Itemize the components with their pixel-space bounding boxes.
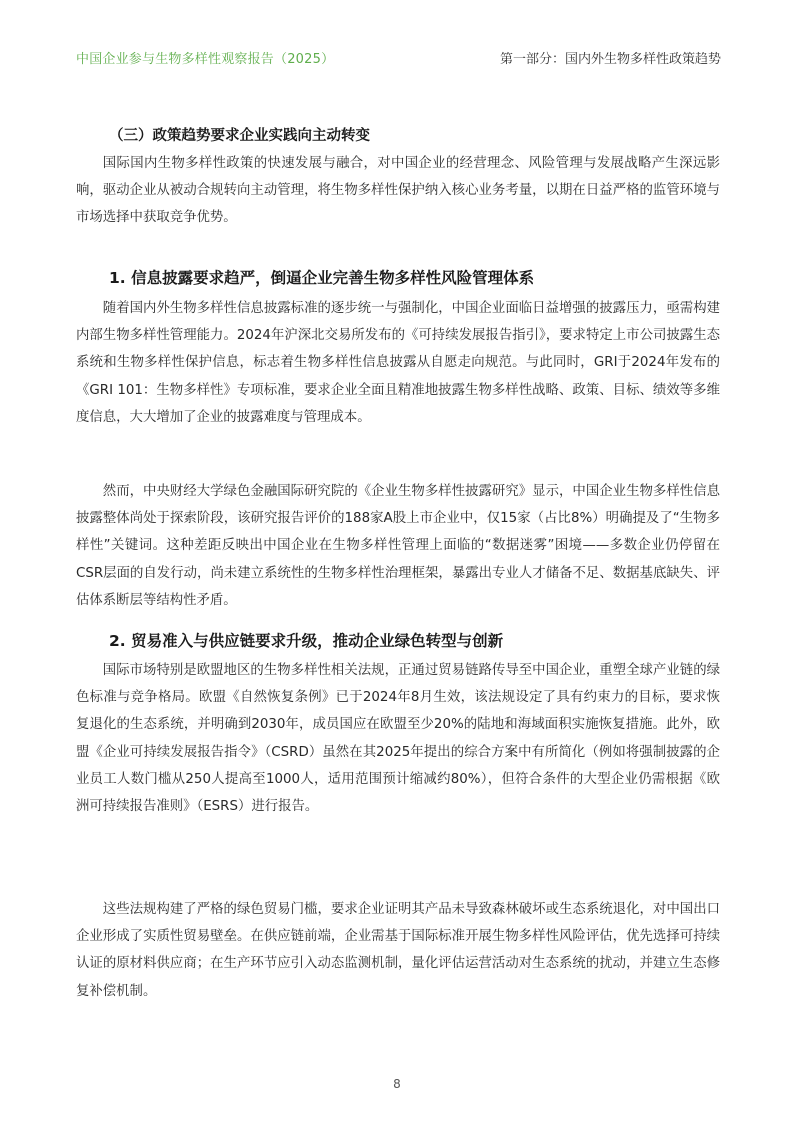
report-title: 中国企业参与生物多样性观察报告（2025） — [76, 52, 335, 67]
subsection-2-paragraph-1: 国际市场特别是欧盟地区的生物多样性相关法规，正通过贸易链路传导至中国企业，重塑全球产业链的绿色标准与竞争格局。欧盟《自然恢复条例》已于2024年8月生效，该法规设定了具有约束力的目标，要求恢复退化的生态系统，并明确到2030年，成员国应在欧盟至少20%的陆地和海域面积实施恢复措施。此外，欧盟《企业可持续发展报告指令》（CSRD）虽然在其2025年提出的综合方案中有所简化（例如将强制披露的企业员工人数门槛从250人提高至1000人，适用范围预计缩减约80%），但符合条件的大型企业仍需根据《欧洲可持续报告准则》（ESRS）进行报告。 — [76, 663, 720, 815]
subsection-1-paragraph-1: 随着国内外生物多样性信息披露标准的逐步统一与强制化，中国企业面临日益增强的披露压力，亟需构建内部生物多样性管理能力。2024年沪深北交易所发布的《可持续发展报告指引》，要求特定上市公司披露生态系统和生物多样性保护信息，标志着生物多样性信息披露从自愿走向规范。与此同时，GRI于2024年发布的《GRI 101：生物多样性》专项标准，要求企业全面且精准地披露生物多样性战略、政策、目标、绩效等多维度信息，大大增加了企业的披露难度与管理成本。 — [76, 301, 720, 425]
section-title: 第一部分：国内外生物多样性政策趋势 — [499, 52, 721, 67]
section-heading: （三）政策趋势要求企业实践向主动转变 — [109, 128, 370, 144]
subsection-1-heading: 1. 信息披露要求趋严，倒逼企业完善生物多样性风险管理体系 — [109, 269, 535, 287]
subsection-2-heading: 2. 贸易准入与供应链要求升级，推动企业绿色转型与创新 — [109, 632, 504, 650]
subsection-1-paragraph-2: 然而，中央财经大学绿色金融国际研究院的《企业生物多样性披露研究》显示，中国企业生物多样性信息披露整体尚处于探索阶段，该研究报告评价的188家A股上市企业中，仅15家（占比8%）明确提及了“生物多样性”关键词。这种差距反映出中国企业在生物多样性管理上面临的“数据迷雾”困境——多数企业仍停留在CSR层面的自发行动，尚未建立系统性的生物多样性治理框架，暴露出专业人才储备不足、数据基底缺失、评估体系断层等结构性矛盾。 — [76, 484, 720, 608]
page-number: 8 — [393, 1077, 401, 1091]
section-intro-paragraph: 国际国内生物多样性政策的快速发展与融合，对中国企业的经营理念、风险管理与发展战略产生深远影响，驱动企业从被动合规转向主动管理，将生物多样性保护纳入核心业务考量，以期在日益严格的监管环境与市场选择中获取竞争优势。 — [76, 156, 720, 226]
subsection-2-paragraph-2: 这些法规构建了严格的绿色贸易门槛，要求企业证明其产品未导致森林破坏或生态系统退化，对中国出口企业形成了实质性贸易壁垒。在供应链前端，企业需基于国际标准开展生物多样性风险评估，优先选择可持续认证的原材料供应商；在生产环节应引入动态监测机制，量化评估运营活动对生态系统的扰动，并建立生态修复补偿机制。 — [76, 902, 720, 999]
